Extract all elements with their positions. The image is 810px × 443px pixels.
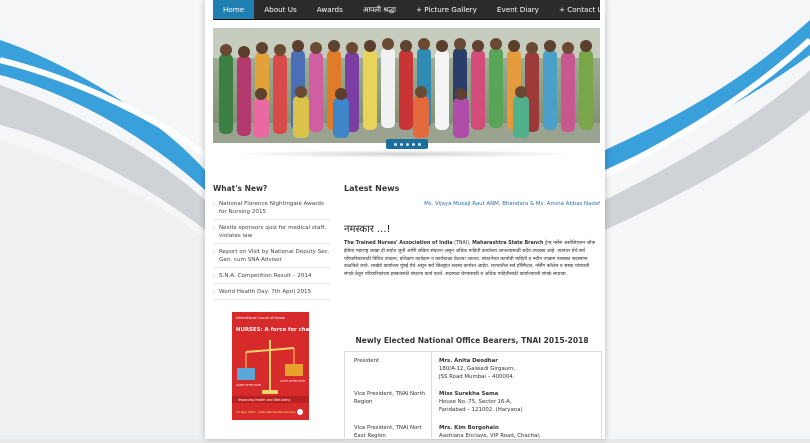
office-bearers-table <box>344 351 602 441</box>
slider-dot[interactable] <box>406 143 409 146</box>
greeting-heading: नमस्कार ...! <box>344 224 391 235</box>
info-cell <box>439 357 599 381</box>
slider-dot[interactable] <box>394 143 397 146</box>
nav-event-diary[interactable]: Event Diary <box>496 5 539 14</box>
whats-new-list <box>213 200 331 304</box>
bearer-name: Mrs. Anita Deodhar <box>439 358 498 364</box>
table-divider <box>431 352 432 440</box>
nav-about-us[interactable]: About Us <box>264 5 297 14</box>
slider-pagination[interactable] <box>386 139 428 149</box>
poster-right-tag: COST EFFECTIVE <box>280 379 306 383</box>
news-link[interactable]: › World Health Day: 7th April 2015 <box>213 288 331 300</box>
intro-text: ट्रेन्ड नर्सेस असोसिएशन ऑफ इंडिया महाराष्ट्र शाखा ही सर्वात जुनी आणि सक्रिय संघटना असून अधिक माहिती कार्यालय आपल्यासाठी सदैव उपलब्ध आहे. त्यानंतर येथे सर्व परिचारिकांसाठी विविध उपक्रम, प्रशिक्षण कार्यक्रम व कार्यशाळा घेतल्या जातात. संघटनेच्या कार्याची माहिती व नवीन उपक्रम याबाबत सदस्यांना कळविले जाते. शाखेचे कार्यालय मुंबई येथे असून सर्व जिल्ह्यांत सदस्य कार्यरत आहेत. राज्यातील सर्व हॉस्पिटल, नर्सिंग कॉलेज व संस्था यांच्याशी संपर्क ठेवून परिचारिकांच्या हक्कांसाठी संघटना कार्य करते. सदस्यत्व घेण्यासाठी व अधिक माहितीसाठी कार्यालयाशी संपर्क साधावा. <box>344 241 596 278</box>
news-link[interactable]: › Nestle sponsors quiz for medical staff, violates law <box>213 224 331 244</box>
branch-name: Maharashtra State Branch <box>472 241 544 246</box>
sidebar-title: What's New? <box>213 184 268 193</box>
background-right-swoosh <box>605 0 810 439</box>
poster-footer: 12 May 2015 · International Nurses Day <box>236 410 296 414</box>
poster-subline: Improving Health and Well-being <box>238 398 291 402</box>
role-cell: Vice President, TNAI North Region <box>354 391 426 405</box>
news-link[interactable]: › Report on Visit by National Deputy Sec. Gen. cum SNA Advisor <box>213 248 331 268</box>
red-cross-icon <box>297 409 303 415</box>
nav-picture-gallery[interactable]: + Picture Gallery <box>415 5 477 14</box>
poster-left-tag: CARE EFFECTIVE <box>236 383 262 387</box>
slider-shadow <box>230 150 580 158</box>
slider-dot[interactable] <box>412 143 415 146</box>
main-nav <box>213 0 607 20</box>
nav-apli-shraddha[interactable]: आपली श्रद्धा <box>362 5 396 14</box>
info-cell <box>439 390 599 414</box>
news-link[interactable]: › National Florence Nightingale Awards for Nursing 2015 <box>213 200 331 220</box>
bearer-address: House No. 75, Sector 16-A, <box>439 399 512 405</box>
role-cell: Vice President, TNAI Nort East Region <box>354 425 422 439</box>
background-left-swoosh <box>0 0 205 439</box>
bearer-address: JSS Road Mumbai – 400004. <box>439 374 515 380</box>
slider-dot[interactable] <box>400 143 403 146</box>
bearer-name: Miss Surekha Sama <box>439 391 499 397</box>
poster-header: International Council of Nurses <box>236 316 286 320</box>
nurses-day-poster[interactable] <box>232 312 321 420</box>
nav-contact-us[interactable]: + Contact Us <box>558 5 607 14</box>
nav-home[interactable]: Home <box>213 0 254 19</box>
role-cell: President <box>354 358 380 364</box>
bearer-address: Aashiana Enclave, VIP Road, Chachal, <box>439 433 541 439</box>
nav-awards[interactable]: Awards <box>316 5 343 14</box>
bearer-address: Faridabad – 121002. (Haryana) <box>439 407 523 413</box>
news-link[interactable]: › S.N.A. Competition Result – 2014 <box>213 272 331 284</box>
info-cell <box>439 424 599 440</box>
bearer-address: 180/A-12, Gaiwadi Girgaum, <box>439 366 516 372</box>
bearer-name: Mrs. Kim Borgohain <box>439 425 499 431</box>
org-name: The Trained Nurses' Association of India <box>344 241 453 246</box>
slider-dot[interactable] <box>418 143 421 146</box>
poster-headline: NURSES: A force for change <box>236 327 321 333</box>
intro-paragraph <box>344 240 600 279</box>
latest-news-title: Latest News <box>344 184 400 193</box>
office-bearers-title: Newly Elected National Office Bearers, TNAI 2015-2018 <box>355 336 589 345</box>
news-ticker[interactable]: Ms. Vijaya Mukaji Raut ANM, Bhandara & Ms. Amina Abbas Nadaf <box>424 201 600 207</box>
org-abbr: (TNAI), <box>452 241 473 246</box>
hero-slider-photo[interactable] <box>213 28 600 143</box>
